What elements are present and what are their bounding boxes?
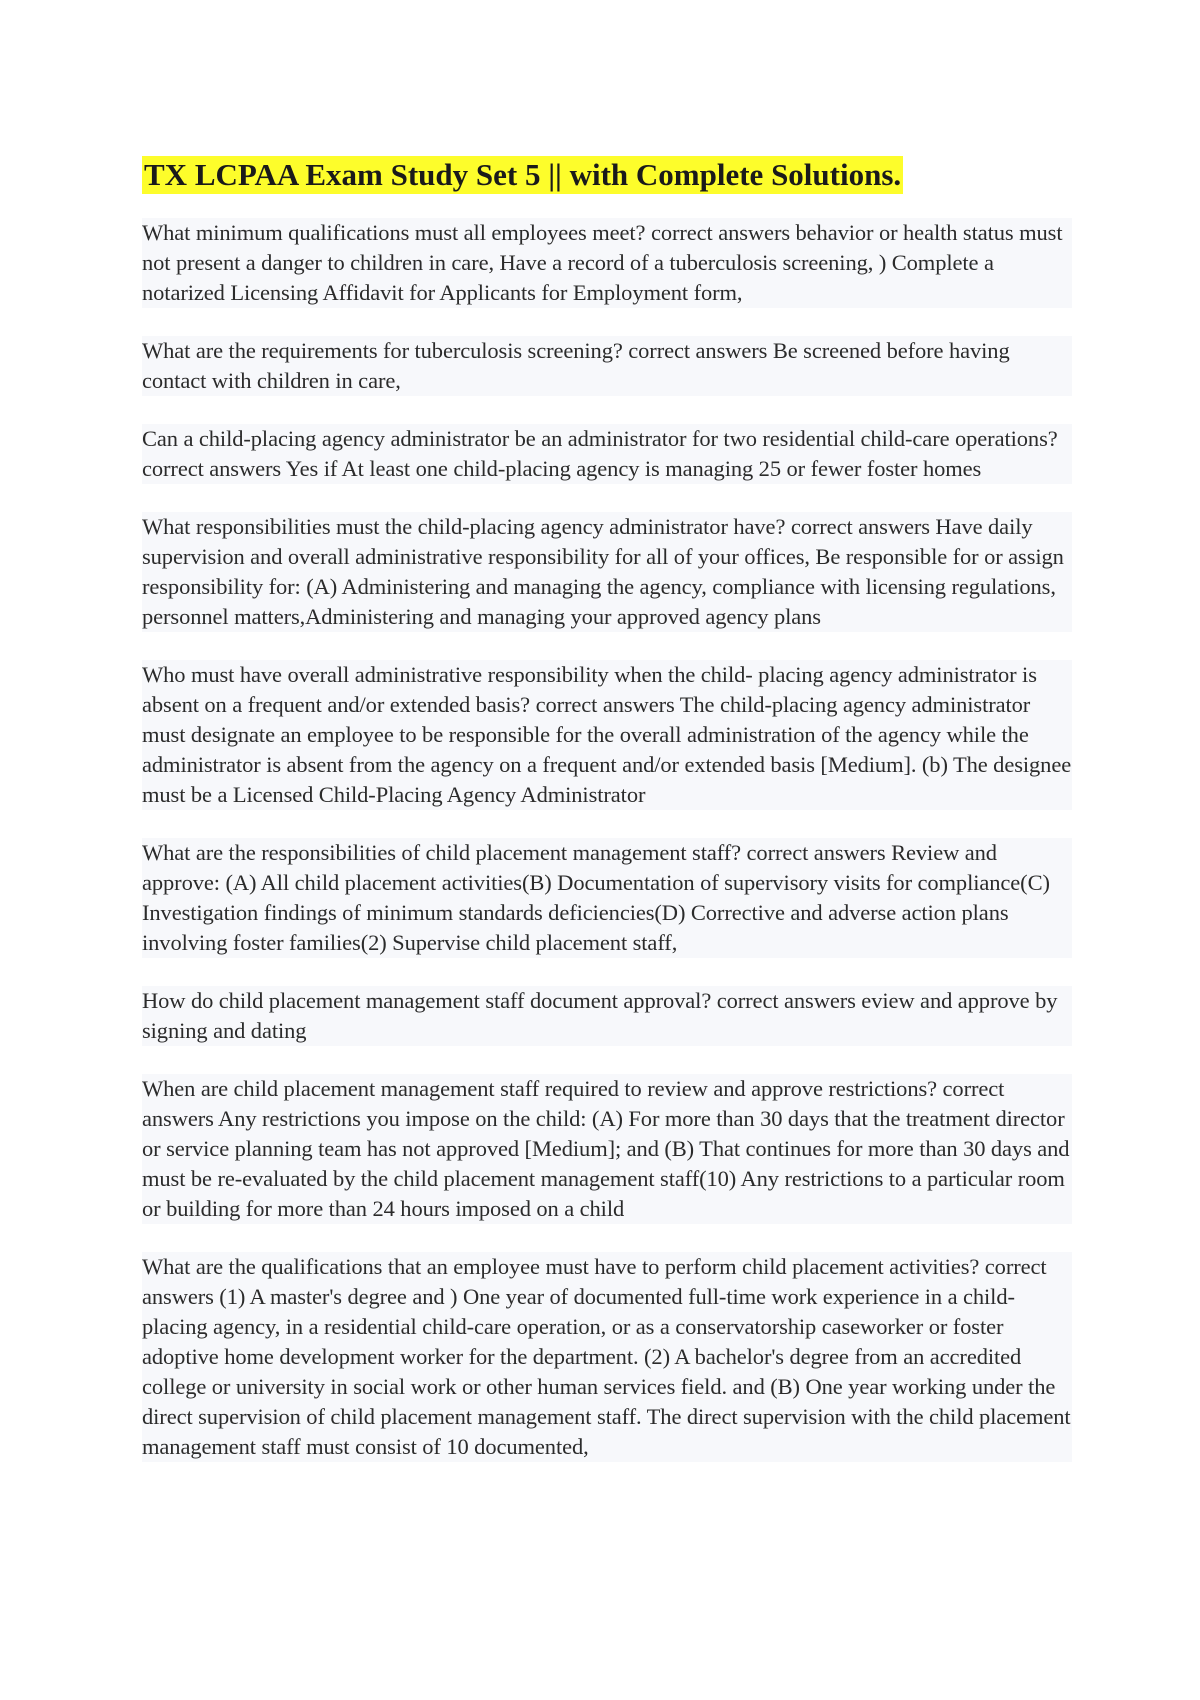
qa-paragraph: What are the requirements for tuberculosis screening? correct answers Be screened before having contact with children in care, — [142, 336, 1072, 396]
qa-paragraph: When are child placement management staff required to review and approve restrictions? correct answers Any restrictions you impose on the child: (A) For more than 30 days that the treatment director or service planning team has not approved [Medium]; and (B) That continues for more than 30 days and must be re-evaluated by the child placement management staff(10) Any restrictions to a particular room or building for more than 24 hours imposed on a child — [142, 1074, 1072, 1224]
qa-paragraph: What are the qualifications that an employee must have to perform child placement activities? correct answers (1) A master's degree and ) One year of documented full-time work experience in a child-placing agency, in a residential child-care operation, or as a conservatorship caseworker or foster adoptive home development worker for the department. (2) A bachelor's degree from an accredited college or university in social work or other human services field. and (B) One year working under the direct supervision of child placement management staff. The direct supervision with the child placement management staff must consist of 10 documented, — [142, 1252, 1072, 1462]
qa-paragraph: What are the responsibilities of child placement management staff? correct answers Review and approve: (A) All child placement activities(B) Documentation of supervisory visits for compliance(C) Investigation findings of minimum standards deficiencies(D) Corrective and adverse action plans involving foster families(2) Supervise child placement staff, — [142, 838, 1072, 958]
qa-paragraph: How do child placement management staff document approval? correct answers eview and approve by signing and dating — [142, 986, 1072, 1046]
qa-paragraph: What minimum qualifications must all employees meet? correct answers behavior or health status must not present a danger to children in care, Have a record of a tuberculosis screening, ) Complete a notarized Licensing Affidavit for Applicants for Employment form, — [142, 218, 1072, 308]
qa-paragraph: What responsibilities must the child-placing agency administrator have? correct answers Have daily supervision and overall administrative responsibility for all of your offices, Be responsible for or assign responsibility for: (A) Administering and managing the agency, compliance with licensing regulations, personnel matters,Administering and managing your approved agency plans — [142, 512, 1072, 632]
qa-paragraph: Can a child-placing agency administrator be an administrator for two residential child-care operations? correct answers Yes if At least one child-placing agency is managing 25 or fewer foster homes — [142, 424, 1072, 484]
document-title: TX LCPAA Exam Study Set 5 || with Complete Solutions. — [144, 157, 902, 192]
qa-paragraph: Who must have overall administrative responsibility when the child- placing agency administrator is absent on a frequent and/or extended basis? correct answers The child-placing agency administrator must designate an employee to be responsible for the overall administration of the agency while the administrator is absent from the agency on a frequent and/or extended basis [Medium]. (b) The designee must be a Licensed Child-Placing Agency Administrator — [142, 660, 1072, 810]
document-page — [142, 156, 1072, 1490]
